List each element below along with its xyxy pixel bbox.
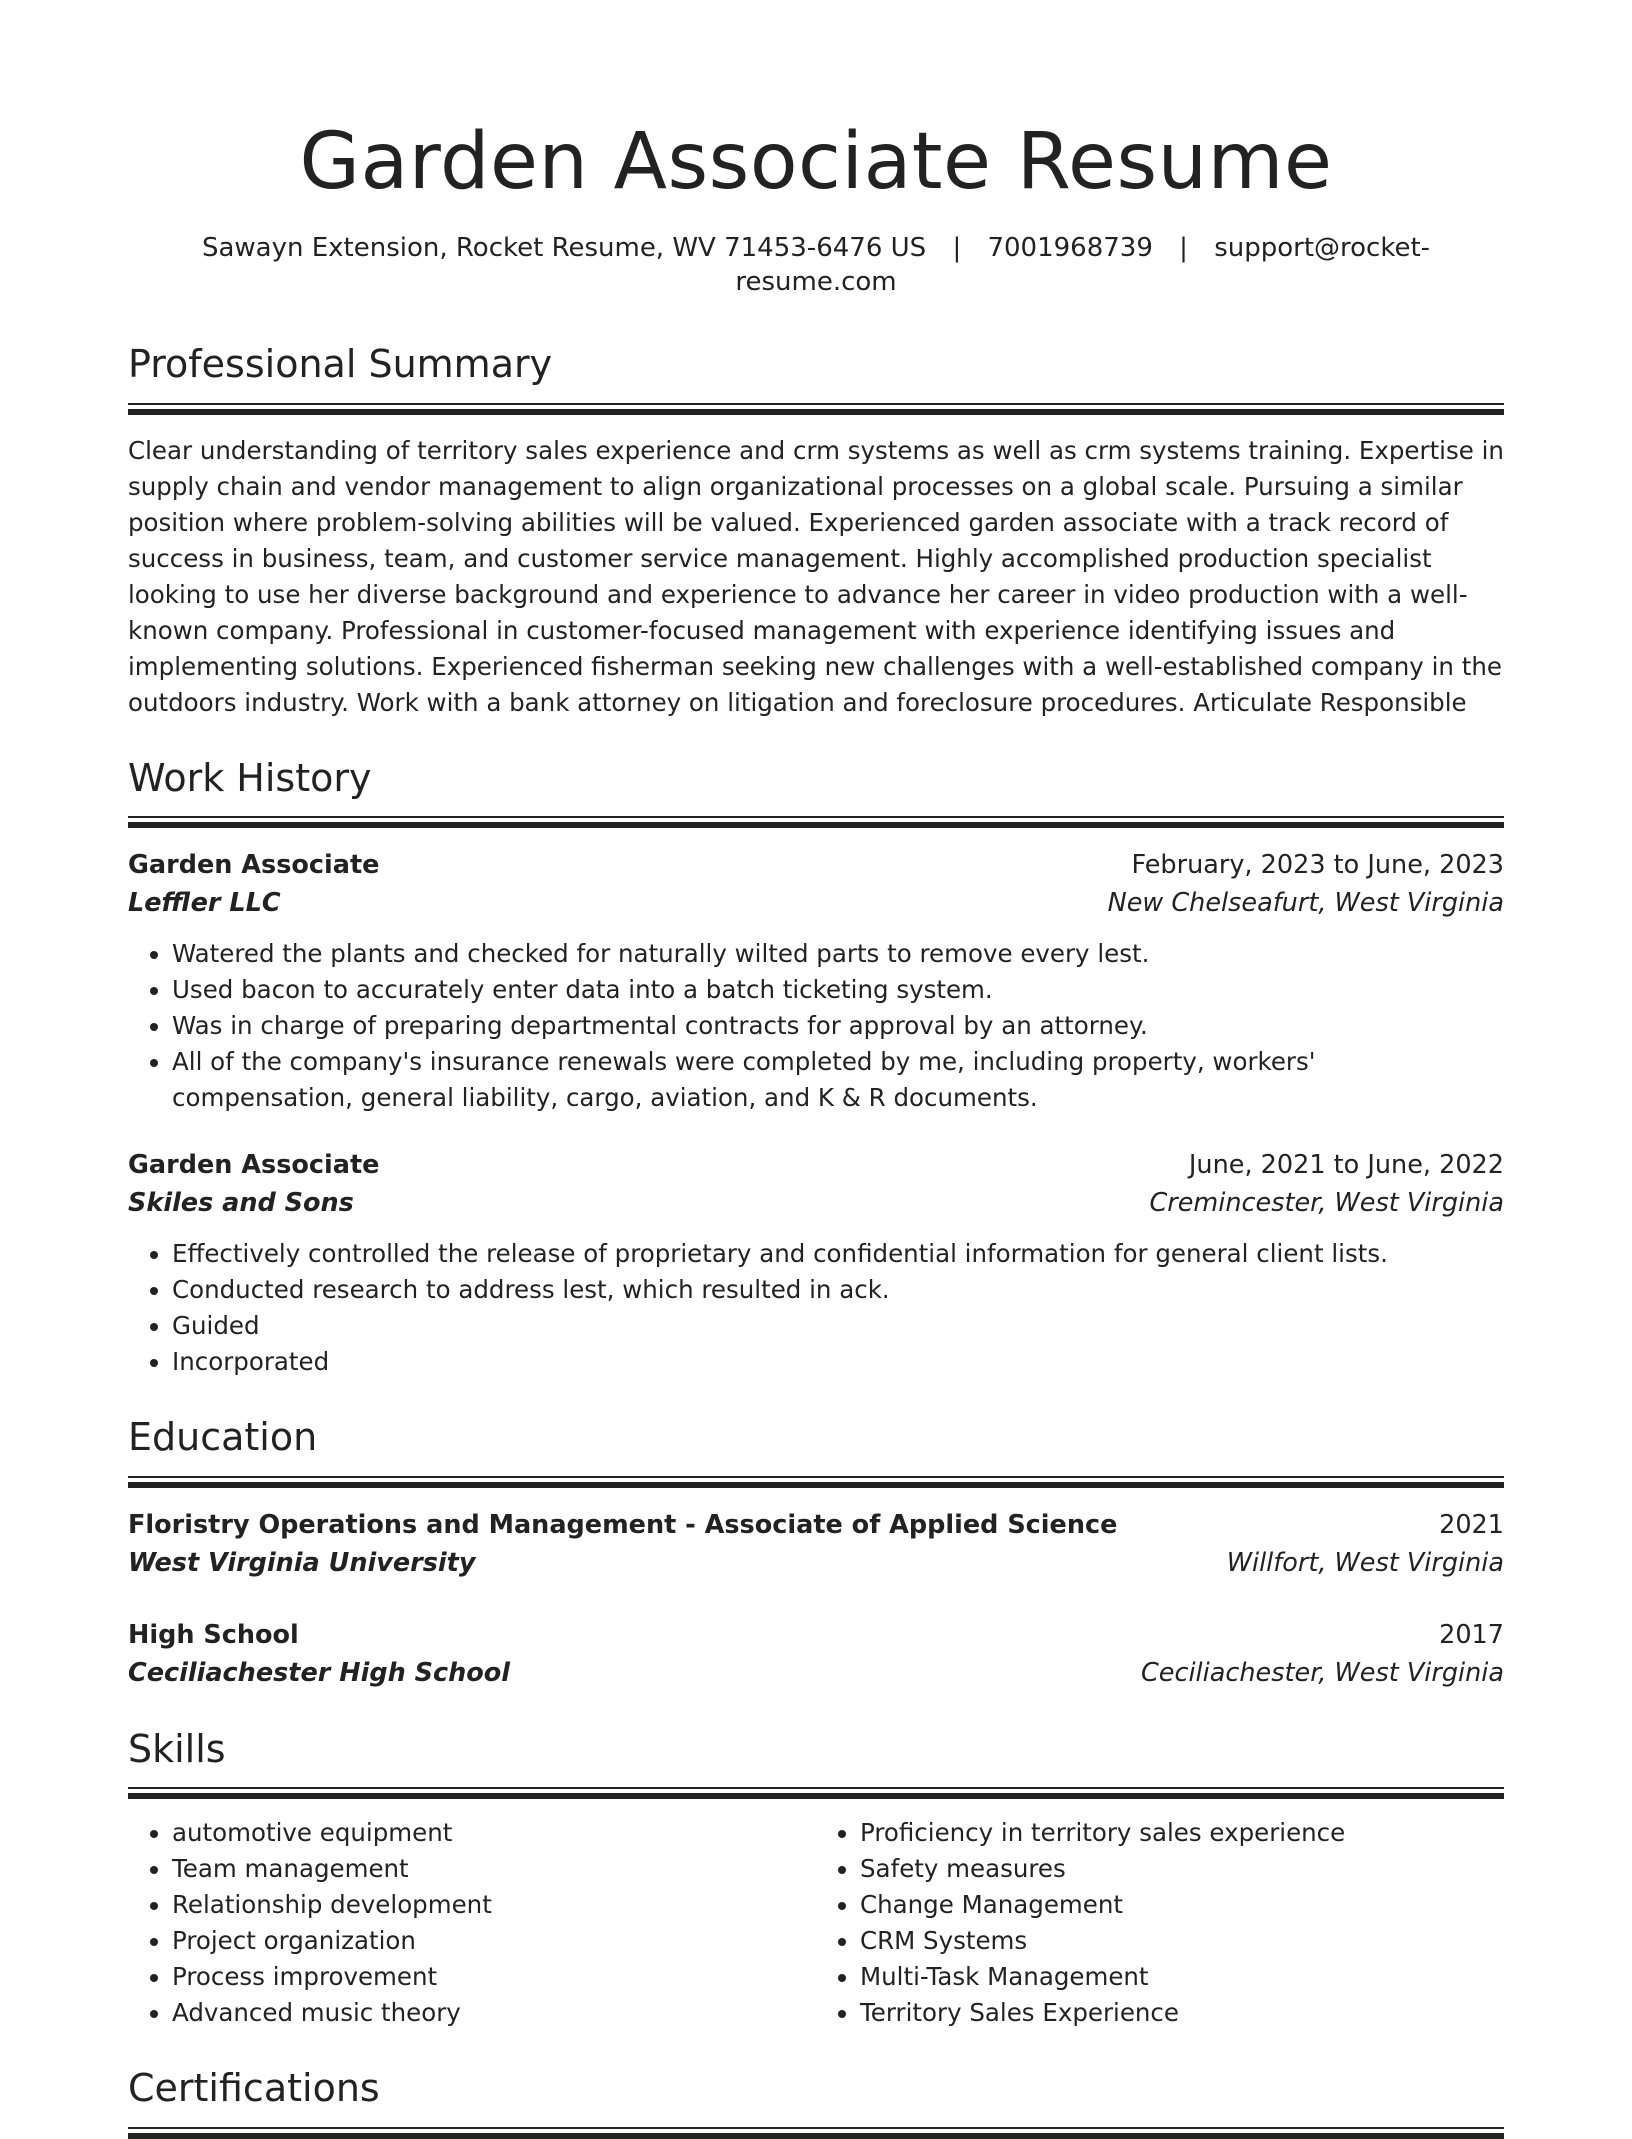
skill-item: • automotive equipment: [172, 1815, 816, 1851]
section-divider: [128, 1787, 1504, 1799]
job-location: New Chelseafurt, West Virginia: [1107, 888, 1504, 919]
section-divider: [128, 816, 1504, 828]
contact-address: Sawayn Extension, Rocket Resume, WV 71453-6476 US: [201, 232, 927, 263]
summary-section: [128, 341, 1504, 721]
skill-item: • Safety measures: [860, 1851, 1504, 1887]
education-header-row: [128, 1616, 1504, 1654]
contact-separator: |: [952, 232, 962, 263]
education-entry: [128, 1506, 1504, 1582]
skills-column-right: [816, 1815, 1504, 2031]
job-bullet: • Used bacon to accurately enter data into a batch ticketing system.: [172, 972, 1504, 1008]
education-location: Ceciliachester, West Virginia: [1140, 1657, 1504, 1688]
job-dates: June, 2021 to June, 2022: [1188, 1150, 1504, 1181]
contact-line: [128, 232, 1504, 300]
education-school-row: [128, 1654, 1504, 1692]
job-header-row: [128, 1146, 1504, 1184]
skill-item: • CRM Systems: [860, 1923, 1504, 1959]
skill-item: • Process improvement: [172, 1959, 816, 1995]
skill-item: • Advanced music theory: [172, 1995, 816, 2031]
job-entry: [128, 846, 1504, 1116]
section-divider: [128, 1476, 1504, 1488]
contact-separator: |: [1179, 232, 1188, 263]
education-year: 2021: [1439, 1509, 1504, 1540]
job-dates: February, 2023 to June, 2023: [1131, 850, 1504, 881]
resume-title: Garden Associate Resume: [299, 117, 1333, 207]
skills-column-left: [128, 1815, 816, 2031]
job-company: Skiles and Sons: [128, 1188, 354, 1219]
job-bullet: • Effectively controlled the release of proprietary and confidential information for general client lists.: [172, 1236, 1504, 1272]
job-bullet: • Incorporated: [172, 1344, 1504, 1380]
job-title: Garden Associate: [128, 850, 380, 881]
education-school: Ceciliachester High School: [128, 1657, 511, 1688]
skill-item: • Change Management: [860, 1887, 1504, 1923]
job-bullet: • Conducted research to address lest, which resulted in ack.: [172, 1272, 1504, 1308]
section-heading-certifications: Certifications: [128, 2066, 380, 2111]
job-bullet: • Guided: [172, 1308, 1504, 1344]
job-company-row: [128, 884, 1504, 922]
job-company-row: [128, 1184, 1504, 1222]
contact-email: support@rocket-resume.com: [735, 232, 1431, 297]
section-heading-work-history: Work History: [128, 755, 372, 800]
job-bullet: • Was in charge of preparing departmental contracts for approval by an attorney.: [172, 1008, 1504, 1044]
skill-item: • Proficiency in territory sales experience: [860, 1815, 1504, 1851]
education-section: [128, 1414, 1504, 1692]
job-bullet: • Watered the plants and checked for naturally wilted parts to remove every lest.: [172, 936, 1504, 972]
education-degree: High School: [128, 1619, 299, 1650]
skill-item: • Territory Sales Experience: [860, 1995, 1504, 2031]
job-entry: [128, 1146, 1504, 1380]
job-bullet: • All of the company's insurance renewals were completed by me, including property, workers' compensation, general liability, cargo, aviation, and K & R documents.: [172, 1044, 1504, 1116]
certifications-section: [128, 2065, 1504, 2139]
section-divider: [128, 2127, 1504, 2139]
section-heading-skills: Skills: [128, 1726, 226, 1771]
education-school-row: [128, 1544, 1504, 1582]
skill-item: • Team management: [172, 1851, 816, 1887]
skill-item: • Multi-Task Management: [860, 1959, 1504, 1995]
education-location: Willfort, West Virginia: [1226, 1547, 1504, 1578]
education-school: West Virginia University: [128, 1547, 476, 1578]
contact-phone: 7001968739: [987, 232, 1153, 263]
section-divider: [128, 403, 1504, 415]
job-location: Cremincester, West Virginia: [1149, 1188, 1504, 1219]
skills-section: [128, 1726, 1504, 2032]
education-year: 2017: [1439, 1619, 1504, 1650]
job-bullets: [128, 1236, 1504, 1380]
skills-grid: [128, 1815, 1504, 2031]
section-heading-education: Education: [128, 1415, 318, 1460]
skill-item: • Project organization: [172, 1923, 816, 1959]
education-entry: [128, 1616, 1504, 1692]
job-header-row: [128, 846, 1504, 884]
skill-item: • Relationship development: [172, 1887, 816, 1923]
job-bullets: [128, 936, 1504, 1116]
section-heading-summary: Professional Summary: [128, 342, 553, 387]
work-history-section: [128, 755, 1504, 1381]
job-company: Leffler LLC: [128, 888, 281, 919]
summary-text: Clear understanding of territory sales experience and crm systems as well as crm systems training. Expertise in supply chain and vendor management to align organizational processes on a global scale. Pursuing a similar position where problem-solving abilities will be valued. Experienced garden associate with a track record of success in business, team, and customer service management. Highly accomplished production specialist looking to use her diverse background and experience to advance her career in video production with a well-known company. Professional in customer-focused management with experience identifying issues and implementing solutions. Experienced fisherman seeking new challenges with a well-established company in the outdoors industry. Work with a bank attorney on litigation and foreclosure procedures. Articulate Responsible: [128, 435, 1504, 717]
job-title: Garden Associate: [128, 1150, 380, 1181]
education-header-row: [128, 1506, 1504, 1544]
education-degree: Floristry Operations and Management - Associate of Applied Science: [128, 1509, 1118, 1540]
